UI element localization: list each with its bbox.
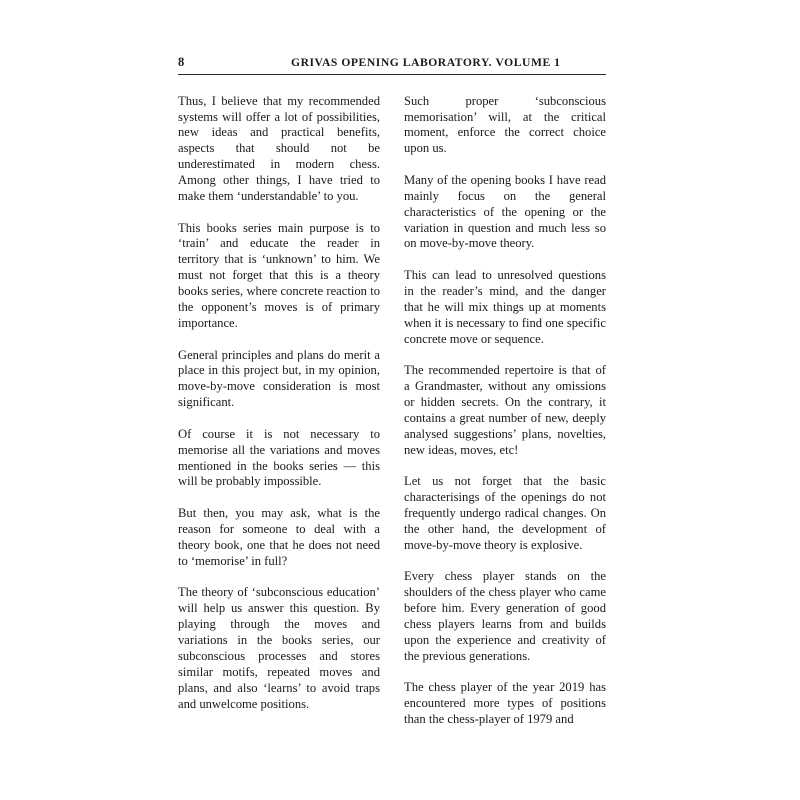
paragraph: But then, you may ask, what is the reason for someone to deal with a theory book, one that he does not need to ‘memorise’ in full? xyxy=(178,505,380,568)
paragraph: Thus, I believe that my recommended systems will offer a lot of possibilities, new ideas and practical benefits, aspects that should not be underestimated in modern chess. Among other things, I have tried to make them ‘understandable’ to you. xyxy=(178,93,380,204)
paragraph: The recommended repertoire is that of a Grandmaster, without any omissions or hidden secrets. On the contrary, it contains a great number of new, deeply analysed suggestions’ plans, novelties, new ideas, moves, etc! xyxy=(404,363,606,457)
right-column xyxy=(404,94,606,744)
paragraph: The chess player of the year 2019 has encountered more types of positions than the chess-player of 1979 and xyxy=(404,680,606,727)
paragraph: The theory of ‘subconscious education’ will help us answer this question. By playing through the moves and variations in the books series, our subconscious processes and stores similar motifs, repeated moves and plans, and also ‘learns’ to avoid traps and unwelcome positions. xyxy=(178,585,380,711)
paragraph: Many of the opening books I have read mainly focus on the general characteristics of the opening or the variation in question and much less so on move-by-move theory. xyxy=(404,172,606,251)
left-column xyxy=(178,94,380,744)
paragraph: Every chess player stands on the shoulders of the chess player who came before him. Every generation of good chess players learns from and builds upon the experience and creativity of the previous generations. xyxy=(404,569,606,663)
paragraph: Let us not forget that the basic characterisings of the openings do not frequently undergo radical changes. On the other hand, the development of move-by-move theory is explosive. xyxy=(404,474,606,552)
paragraph: Of course it is not necessary to memorise all the variations and moves mentioned in the books series — this will be probably impossible. xyxy=(178,426,380,489)
running-title: GRIVAS OPENING LABORATORY. VOLUME 1 xyxy=(291,56,561,69)
page-content xyxy=(178,56,606,743)
paragraph: This books series main purpose is to ‘train’ and educate the reader in territory that is ‘unknown’ to him. We must not forget that this is a theory books series, where concrete reaction to the opponent’s moves is of primary importance. xyxy=(178,220,380,331)
paragraph: This can lead to unresolved questions in the reader’s mind, and the danger that he will mix things up at moments when it is necessary to find one specific concrete move or sequence. xyxy=(404,267,606,346)
paragraph: Such proper ‘subconscious memorisation’ will, at the critical moment, enforce the correct choice upon us. xyxy=(404,93,606,156)
paragraph: General principles and plans do merit a place in this project but, in my opinion, move-by-move consideration is most significant. xyxy=(178,347,380,410)
page-header xyxy=(178,56,606,75)
text-columns xyxy=(178,94,606,744)
page-number: 8 xyxy=(178,55,185,69)
